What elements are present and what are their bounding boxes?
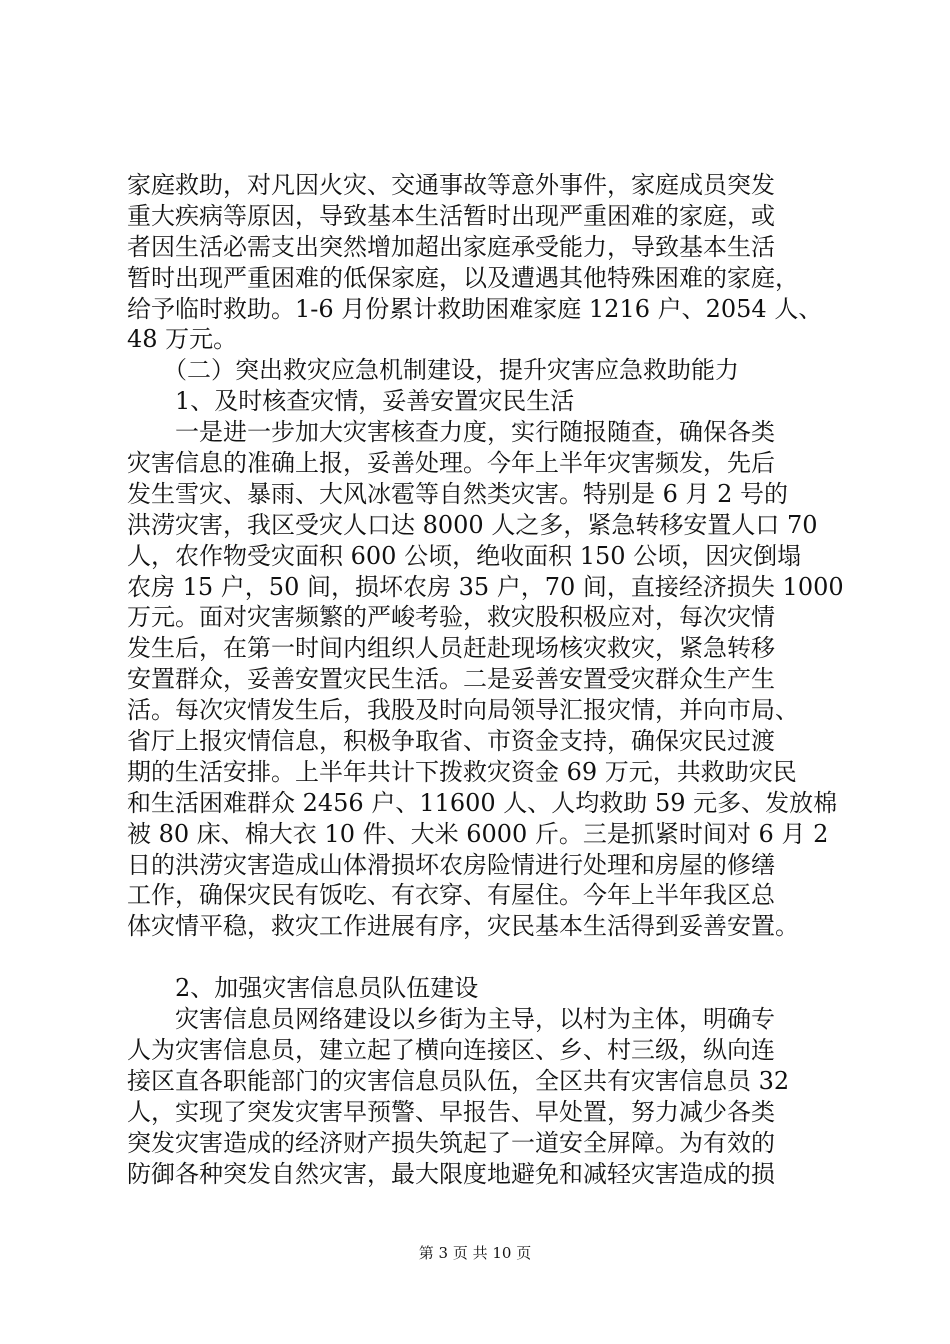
text-line: 者因生活必需支出突然增加超出家庭承受能力，导致基本生活	[127, 232, 775, 261]
text-line: 和生活困难群众 2456 户、11600 人、人均救助 59 元多、发放棉	[127, 788, 838, 817]
text-line: 安置群众，妥善安置灾民生活。二是妥善安置受灾群众生产生	[127, 665, 775, 694]
text-line: 2、加强灾害信息员队伍建设	[127, 974, 479, 1003]
text-line: 人，实现了突发灾害早预警、早报告、早处置，努力减少各类	[127, 1097, 775, 1126]
text-line: 发生雪灾、暴雨、大风冰雹等自然类灾害。特别是 6 月 2 号的	[127, 479, 789, 508]
text-line: 农房 15 户，50 间，损坏农房 35 户，70 间，直接经济损失 1000	[127, 572, 844, 601]
text-line: 一是进一步加大灾害核查力度，实行随报随查，确保各类	[127, 418, 775, 447]
text-line: 被 80 床、棉大衣 10 件、大米 6000 斤。三是抓紧时间对 6 月 2	[127, 819, 829, 848]
blank-line	[127, 942, 847, 973]
text-line: 48 万元。	[127, 325, 238, 354]
text-line: 日的洪涝灾害造成山体滑损坏农房险情进行处理和房屋的修缮	[127, 850, 775, 879]
text-line: 洪涝灾害，我区受灾人口达 8000 人之多，紧急转移安置人口 70	[127, 510, 818, 539]
text-line: 灾害信息的准确上报，妥善处理。今年上半年灾害频发，先后	[127, 449, 775, 478]
page-footer: 第 3 页 共 10 页	[418, 1244, 532, 1262]
document-body	[127, 170, 847, 1189]
text-line: 人为灾害信息员，建立起了横向连接区、乡、村三级，纵向连	[127, 1035, 775, 1064]
text-line: 省厅上报灾情信息，积极争取省、市资金支持，确保灾民过渡	[127, 727, 775, 756]
text-line: 发生后，在第一时间内组织人员赶赴现场核灾救灾，紧急转移	[127, 634, 775, 663]
text-line: 接区直各职能部门的灾害信息员队伍，全区共有灾害信息员 32	[127, 1066, 790, 1095]
text-line: 人，农作物受灾面积 600 公顷，绝收面积 150 公顷，因灾倒塌	[127, 541, 802, 570]
text-line: 1、及时核查灾情，妥善安置灾民生活	[127, 387, 575, 416]
text-line: 重大疾病等原因，导致基本生活暂时出现严重困难的家庭，或	[127, 201, 775, 230]
text-line: 防御各种突发自然灾害，最大限度地避免和减轻灾害造成的损	[127, 1159, 775, 1188]
text-line: 体灾情平稳，救灾工作进展有序，灾民基本生活得到妥善安置。	[127, 912, 799, 941]
text-line: 暂时出现严重困难的低保家庭，以及遭遇其他特殊困难的家庭，	[127, 263, 799, 292]
text-line: （二）突出救灾应急机制建设，提升灾害应急救助能力	[127, 356, 739, 385]
text-line: 工作，确保灾民有饭吃、有衣穿、有屋住。今年上半年我区总	[127, 881, 775, 910]
text-line: 期的生活安排。上半年共计下拨救灾资金 69 万元，共救助灾民	[127, 757, 797, 786]
text-line: 给予临时救助。1-6 月份累计救助困难家庭 1216 户、2054 人、	[127, 294, 823, 323]
text-line: 家庭救助，对凡因火灾、交通事故等意外事件，家庭成员突发	[127, 171, 775, 199]
text-line: 灾害信息员网络建设以乡街为主导，以村为主体，明确专	[127, 1005, 775, 1034]
text-line: 万元。面对灾害频繁的严峻考验，救灾股积极应对，每次灾情	[127, 603, 775, 632]
text-line: 活。每次灾情发生后，我股及时向局领导汇报灾情，并向市局、	[127, 696, 799, 725]
text-line: 突发灾害造成的经济财产损失筑起了一道安全屏障。为有效的	[127, 1128, 775, 1157]
